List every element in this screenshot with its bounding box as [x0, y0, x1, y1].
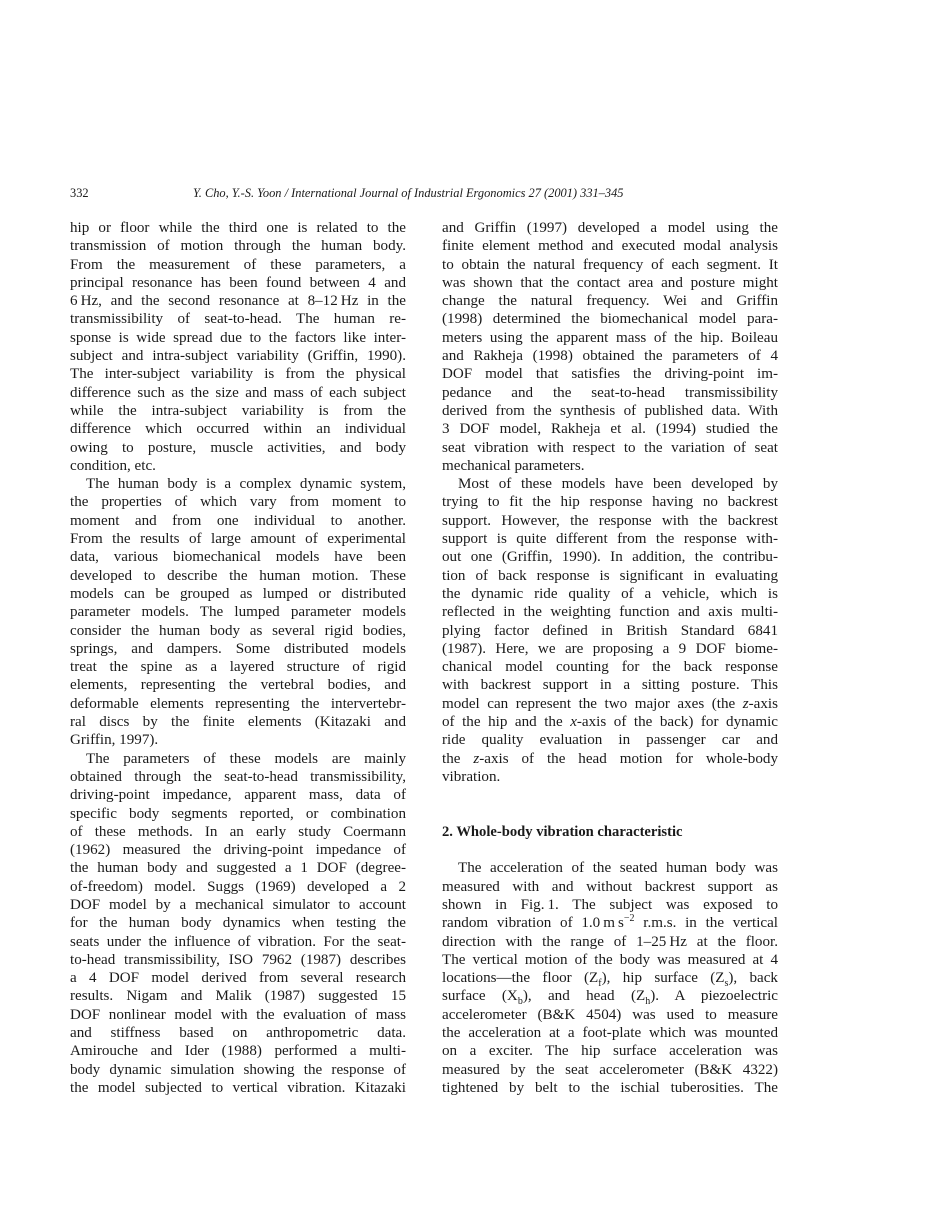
text-line: vibration.	[442, 768, 501, 785]
text-line: data, various biomechanical models have been	[70, 549, 406, 566]
page-header	[70, 184, 777, 202]
text-line: springs, and dampers. Some distributed models	[70, 640, 406, 657]
text-line: of the hip and the x-axis of the back) for dynamic	[442, 714, 779, 731]
text-line: direction with the range of 1–25 Hz at the floor.	[442, 933, 778, 950]
text-line: parameter models. The lumped parameter models	[70, 604, 406, 621]
text-line: tightened by belt to the ischial tuberosities. The	[442, 1079, 778, 1096]
text-line: (1987). Here, we are proposing a 9 DOF biome-	[442, 640, 778, 657]
text-line: subject and intra-subject variability (Griffin, 1990).	[70, 348, 406, 365]
text-line: developed to describe the human motion. These	[70, 567, 406, 584]
text-line: moment and from one individual to another.	[70, 512, 406, 529]
text-line: support is quite different from the response with-	[442, 531, 778, 548]
spacer	[442, 805, 778, 823]
text-line: on a exciter. The hip surface acceleration was	[442, 1043, 778, 1060]
text-line: transmissibility of seat-to-head. The human re-	[70, 311, 406, 328]
text-line: From the measurement of these parameters, a	[70, 256, 406, 273]
page-number: 332	[70, 186, 89, 200]
text-line: and Griffin (1997) developed a model using the	[442, 220, 778, 236]
text-line: the z-axis of the head motion for whole-body	[442, 750, 778, 767]
text-line: measured by the seat accelerometer (B&K 4322)	[442, 1061, 778, 1078]
text-line: chanical model counting for the back response	[442, 659, 778, 676]
text-line: measured with and without backrest support as	[442, 878, 778, 895]
text-line: The acceleration of the seated human body was	[458, 860, 778, 877]
text-line: DOF model by a mechanical simulator to account	[70, 896, 406, 913]
text-line: ride quality evaluation in passenger car and	[442, 732, 778, 749]
text-line: seats under the influence of vibration. For the seat-	[70, 933, 406, 950]
text-line: shown in Fig. 1. The subject was exposed to	[442, 896, 778, 913]
text-line: 3 DOF model, Rakheja et al. (1994) studied the	[442, 421, 778, 438]
text-line: the properties of which vary from moment to	[70, 494, 406, 511]
text-line: Amirouche and Ider (1988) performed a multi-	[70, 1043, 406, 1060]
text-line: pedance and the seat-to-head transmissibility	[442, 384, 778, 401]
text-line: meters using the apparent mass of the hip. Boileau	[442, 329, 778, 346]
text-line: obtained through the seat-to-head transmissibility,	[70, 768, 406, 785]
text-line: The vertical motion of the body was measured at 4	[442, 951, 778, 968]
text-line: From the results of large amount of experimental	[70, 531, 406, 548]
text-line: DOF model that satisfies the driving-point im-	[442, 366, 778, 383]
spacer	[442, 786, 778, 804]
text-line: out one (Griffin, 1990). In addition, the contribu-	[442, 549, 778, 566]
text-line: derived from the synthesis of published data. With	[442, 402, 778, 419]
text-line: the acceleration at a foot-plate which was mounted	[442, 1025, 778, 1042]
text-line: while the intra-subject variability is from the	[70, 402, 406, 419]
text-line: specific body segments reported, or combination	[70, 805, 406, 822]
text-line: plying factor defined in British Standard 6841	[442, 622, 778, 639]
text-line: tion of back response is significant in evaluating	[442, 567, 778, 584]
text-line: condition, etc.	[70, 457, 156, 474]
text-line: for the human body dynamics when testing the	[70, 915, 406, 932]
text-line: accelerometer (B&K 4504) was used to measure	[442, 1006, 778, 1023]
text-line: of these methods. In an early study Coermann	[70, 823, 406, 840]
text-line: difference such as the size and mass of each subject	[70, 384, 406, 401]
text-line: change the natural frequency. Wei and Griffin	[442, 293, 778, 310]
text-line: sponse is wide spread due to the factors like inter-	[70, 329, 406, 346]
text-line: seat vibration with respect to the variation of seat	[442, 439, 778, 456]
text-line: difference which occurred within an individual	[70, 421, 406, 438]
text-line: The inter-subject variability is from the physical	[70, 366, 406, 383]
text-line: Most of these models have been developed by	[458, 476, 778, 493]
text-line: random vibration of 1.0 m $s^{-2}$ r.m.s. in the vertical	[442, 913, 778, 932]
text-line: hip or floor while the third one is related to the	[70, 220, 406, 236]
text-line: Griffin, 1997).	[70, 732, 159, 749]
text-line: was shown that the contact area and posture might	[442, 274, 778, 291]
text-line: and stiffness based on anthropometric data.	[70, 1025, 406, 1042]
section-heading: 2. Whole-body vibration characteristic	[442, 823, 683, 840]
text-line: models can be grouped as lumped or distributed	[70, 585, 406, 602]
text-line: treat the spine as a layered structure of rigid	[70, 659, 406, 676]
right-column	[442, 219, 778, 1097]
text-line: ral discs by the finite elements (Kitazaki and	[70, 714, 406, 731]
text-line: DOF nonlinear model with the evaluation of mass	[70, 1006, 406, 1023]
text-line: elements, representing the vertebral bodies, and	[70, 677, 406, 694]
text-line: (1998) determined the biomechanical model para-	[442, 311, 778, 328]
text-line: (1962) measured the driving-point impedance of	[70, 842, 406, 859]
text-line: with backrest support in a sitting posture. This	[442, 677, 778, 694]
text-line: of-freedom) model. Suggs (1969) developed a 2	[70, 878, 406, 895]
text-line: consider the human body as several rigid bodies,	[70, 622, 406, 639]
text-line: the human body and suggested a 1 DOF (degree-	[70, 860, 406, 877]
text-line: to-head transmissibility, ISO 7962 (1987) describes	[70, 951, 406, 968]
text-line: a 4 DOF model derived from several research	[70, 970, 406, 987]
running-head: Y. Cho, Y.-S. Yoon / International Journal of Industrial Ergonomics 27 (2001) 331–345	[193, 186, 624, 200]
text-line: trying to fit the hip response having no backrest	[442, 494, 778, 511]
text-line: owing to posture, muscle activities, and body	[70, 439, 406, 456]
spacer	[442, 841, 778, 859]
text-line: mechanical parameters.	[442, 457, 585, 474]
text-line: The human body is a complex dynamic system,	[86, 476, 406, 493]
text-line: model can represent the two major axes (the z-axis	[442, 695, 778, 712]
text-line: locations—the floor $(Z_f)$, hip surface $(Z_s)$, back	[442, 970, 778, 990]
text-line: the dynamic ride quality of a vehicle, which is	[442, 585, 778, 602]
text-line: to obtain the natural frequency of each segment. It	[442, 256, 778, 273]
text-line: surface $(X_b)$, and head $(Z_h)$. A piezoelectric	[442, 988, 779, 1008]
text-line: and Rakheja (1998) obtained the parameters of 4	[442, 348, 778, 365]
text-line: the model subjected to vertical vibration. Kitazaki	[70, 1079, 406, 1096]
text-line: results. Nigam and Malik (1987) suggested 15	[70, 988, 406, 1005]
text-line: The parameters of these models are mainly	[86, 750, 406, 767]
text-line: finite element method and executed modal analysis	[442, 238, 778, 255]
text-line: deformable elements representing the intervertebr-	[70, 695, 406, 712]
text-line: body dynamic simulation showing the response of	[70, 1061, 406, 1078]
text-line: principal resonance has been found between 4 and	[70, 274, 406, 291]
left-column	[70, 219, 406, 1097]
text-line: reflected in the weighting function and axis multi-	[442, 604, 778, 621]
text-line: support. However, the response with the backrest	[442, 512, 778, 529]
text-line: 6 Hz, and the second resonance at 8–12 Hz in the	[70, 293, 406, 310]
text-line: transmission of motion through the human body.	[70, 238, 406, 255]
text-line: driving-point impedance, apparent mass, data of	[70, 787, 406, 804]
